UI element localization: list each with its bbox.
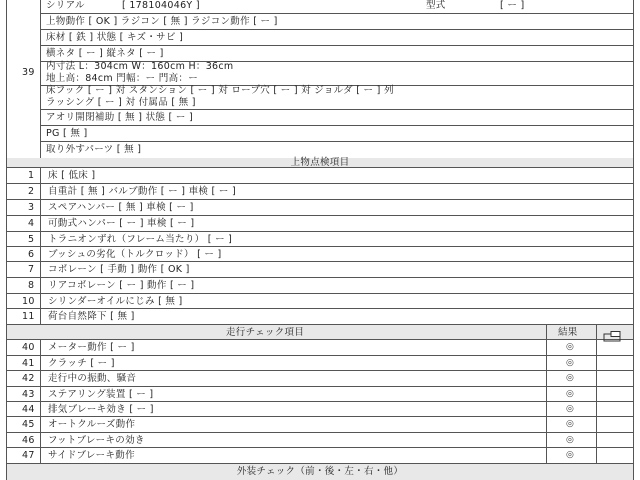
serial-value: [ 178104046Y ]	[122, 0, 200, 11]
driving-item-result: ◎	[566, 389, 575, 399]
upper-item-number: 4	[28, 218, 35, 229]
driving-item-result: ◎	[566, 404, 575, 414]
s39-row: 上物動作 [ OK ] ラジコン [ 無 ] ラジコン動作 [ ー ]	[46, 16, 278, 27]
s39-row: 地上高：84cm 門幅：ー 門高：ー	[46, 73, 199, 84]
model-value: [ ー ]	[500, 0, 525, 11]
s39-row: 取り外すパーツ [ 無 ]	[46, 144, 142, 155]
model-label: 型式	[426, 0, 446, 11]
inspection-sheet	[6, 0, 634, 480]
exterior-section-header	[6, 464, 634, 480]
s39-row: ラッシング [ ー ] 対 付属品 [ 無 ]	[46, 97, 196, 108]
s39-row: 床フック [ ー ] 対 スタンション [ ー ] 対 ロープ穴 [ ー ] 対 ジョルダ [ ー ] 列	[46, 85, 394, 96]
upper-item-text: ブッシュの劣化（トルクロッド） [ ー ]	[48, 249, 222, 260]
driving-item-text: フットブレーキの効き	[48, 435, 145, 446]
upper-item-number: 7	[28, 264, 35, 275]
driving-item-number: 43	[22, 389, 35, 400]
driving-item-number: 46	[22, 435, 35, 446]
driving-item-text: サイドブレーキ動作	[48, 450, 135, 461]
driving-item-result: ◎	[566, 419, 575, 429]
driving-item-text: メーター動作 [ ー ]	[48, 342, 135, 353]
driving-item-text: クラッチ [ ー ]	[48, 358, 115, 369]
upper-item-text: シリンダーオイルにじみ [ 無 ]	[48, 296, 183, 307]
upper-item-text: コボレーン [ 手動 ] 動作 [ OK ]	[48, 264, 190, 275]
upper-section-header	[6, 158, 634, 168]
section-39-number: 39	[22, 67, 35, 78]
upper-item-text: 可動式ハンパー [ ー ] 車検 [ ー ]	[48, 218, 195, 229]
upper-item-number: 1	[28, 170, 35, 181]
upper-item-text: 荷台自然降下 [ 無 ]	[48, 311, 135, 322]
driving-item-result: ◎	[566, 435, 575, 445]
upper-item-text: 床 [ 低床 ]	[48, 170, 96, 181]
driving-items	[6, 340, 634, 464]
driving-item-text: ステアリング装置 [ ー ]	[48, 389, 154, 400]
s39-row: PG [ 無 ]	[46, 128, 88, 139]
result-column-header: 結果	[558, 327, 578, 338]
s39-row: 床材 [ 鉄 ] 状態 [ キズ・サビ ]	[46, 32, 184, 43]
driving-section-title: 走行チェック項目	[226, 327, 305, 338]
upper-item-number: 11	[22, 311, 35, 322]
s39-row: 内寸法 L：304cm W：160cm H：36cm	[46, 61, 234, 72]
driving-item-result: ◎	[566, 450, 575, 460]
upper-item-text: トラニオンずれ（フレーム当たり） [ ー ]	[48, 234, 233, 245]
upper-item-number: 6	[28, 249, 35, 260]
upper-item-number: 8	[28, 280, 35, 291]
serial-label: シリアル	[46, 0, 85, 11]
upper-item-number: 5	[28, 234, 35, 245]
upper-item-text: 自重計 [ 無 ] バルブ動作 [ ー ] 車検 [ ー ]	[48, 186, 236, 197]
driving-item-number: 40	[22, 342, 35, 353]
driving-item-number: 47	[22, 450, 35, 461]
driving-item-result: ◎	[566, 373, 575, 383]
upper-item-text: リアコボレーン [ ー ] 動作 [ ー ]	[48, 280, 195, 291]
upper-items	[6, 168, 634, 325]
driving-item-text: オートクルーズ動作	[48, 419, 136, 430]
driving-item-number: 45	[22, 419, 35, 430]
section-39	[6, 0, 634, 159]
driving-item-result: ◎	[566, 342, 575, 352]
upper-item-number: 10	[22, 296, 35, 307]
driving-section-header	[6, 325, 634, 340]
edit-icon[interactable]	[602, 327, 624, 338]
upper-item-number: 2	[28, 186, 35, 197]
driving-item-text: 排気ブレーキ効き [ ー ]	[48, 404, 154, 415]
driving-item-number: 44	[22, 404, 35, 415]
s39-row: 横ネタ [ ー ] 縦ネタ [ ー ]	[46, 48, 164, 59]
upper-section-title: 上物点検項目	[290, 157, 350, 168]
driving-item-result: ◎	[566, 358, 575, 368]
s39-row: アオリ開閉補助 [ 無 ] 状態 [ ー ]	[46, 112, 193, 123]
driving-item-number: 41	[22, 358, 35, 369]
upper-item-number: 3	[28, 202, 35, 213]
driving-item-number: 42	[22, 373, 35, 384]
driving-item-text: 走行中の振動、騒音	[48, 373, 137, 384]
upper-item-text: スペアハンパー [ 無 ] 車検 [ ー ]	[48, 202, 194, 213]
exterior-section-title: 外装チェック（前・後・左・右・他）	[236, 466, 404, 477]
